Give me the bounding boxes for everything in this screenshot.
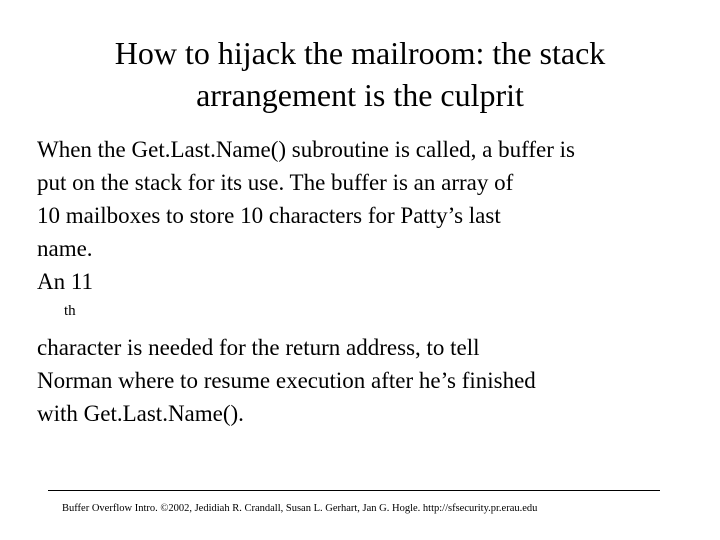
paragraph-1-line-3: 10 mailboxes to store 10 characters for Patty’s last xyxy=(37,203,501,228)
paragraph-buffer xyxy=(37,133,697,265)
title-line-1: How to hijack the mailroom: the stack xyxy=(114,35,606,71)
paragraph-2-line-2: Norman where to resume execution after he’s finished xyxy=(37,368,536,393)
title-line-2: arrangement is the culprit xyxy=(196,77,524,113)
footer-credits: Buffer Overflow Intro. ©2002, Jedidiah R. Crandall, Susan L. Gerhart, Jan G. Hogle. http://sfsecurity.pr.erau.edu xyxy=(62,503,538,514)
paragraph-2-line-1 xyxy=(37,265,697,364)
paragraph-2-prefix: An 11 xyxy=(37,269,94,294)
paragraph-1-line-1: When the Get.Last.Name() subroutine is called, a buffer is xyxy=(37,137,575,162)
footer-divider xyxy=(48,490,660,491)
paragraph-return-address xyxy=(37,265,697,430)
paragraph-1-line-2: put on the stack for its use. The buffer is an array of xyxy=(37,170,514,195)
ordinal-superscript: th xyxy=(64,303,76,319)
paragraph-2-line-3: with Get.Last.Name(). xyxy=(37,401,244,426)
slide-title xyxy=(40,32,680,116)
paragraph-2-line-1-rest: character is needed for the return address, to tell xyxy=(37,335,480,360)
slide-body xyxy=(37,133,697,430)
paragraph-1-line-4: name. xyxy=(37,236,93,261)
